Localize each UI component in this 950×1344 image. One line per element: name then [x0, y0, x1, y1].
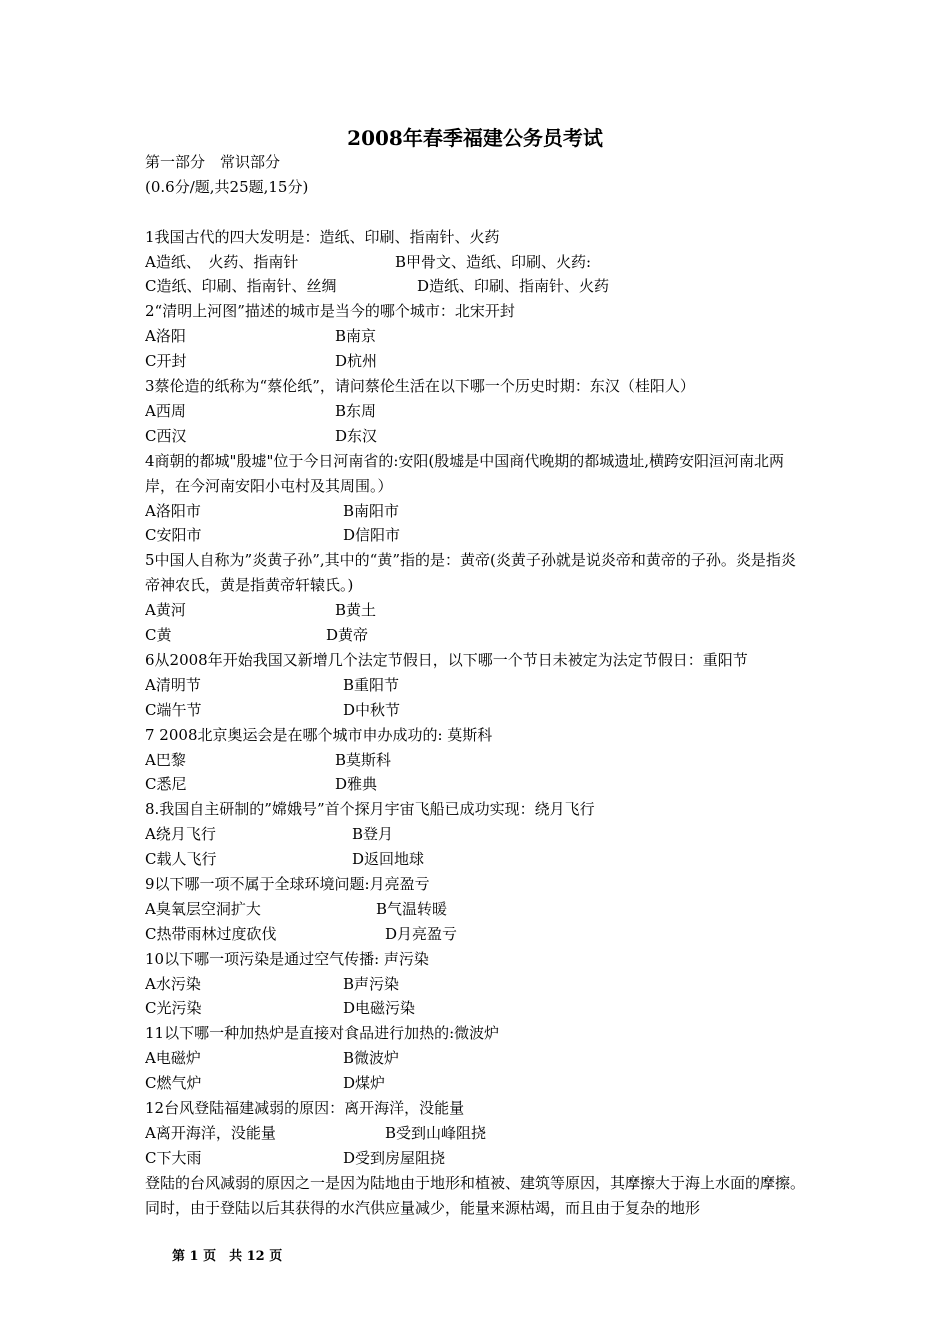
answer-option: D雅典	[335, 775, 378, 794]
option-row	[145, 847, 810, 872]
option-row	[145, 922, 810, 947]
answer-option: D造纸、印刷、指南针、火药	[417, 277, 610, 296]
answer-option: B重阳节	[343, 675, 400, 694]
answer-option: A绕月飞行	[145, 825, 216, 844]
answer-option: C光污染	[145, 999, 202, 1018]
question-text: 2“清明上河图”描述的城市是当今的哪个城市：北宋开封	[145, 302, 515, 321]
option-row	[145, 972, 810, 997]
answer-option: B声污染	[343, 974, 400, 993]
option-row	[145, 772, 810, 797]
answer-option: C燃气炉	[145, 1074, 202, 1093]
question-text: 4商朝的都城"殷墟"位于今日河南省的:安阳(殷墟是中国商代晚期的都城遗址,横跨安阳洹河南北两岸，在今河南安阳小屯村及其周围。）	[145, 451, 785, 495]
option-row	[145, 996, 810, 1021]
question-text: 3蔡伦造的纸称为“蔡伦纸”，请问蔡伦生活在以下哪一个历史时期：东汉（桂阳人）	[145, 377, 695, 396]
document-body	[145, 150, 810, 1221]
question-list	[145, 225, 810, 1171]
question-text: 11以下哪一种加热炉是直接对食品进行加热的:微波炉	[145, 1024, 500, 1043]
blank-line	[145, 200, 810, 225]
answer-option: B莫斯科	[335, 750, 392, 769]
answer-option: A洛阳	[145, 327, 186, 346]
option-row	[145, 698, 810, 723]
option-row	[145, 1121, 810, 1146]
answer-option: C悉尼	[145, 775, 187, 794]
answer-option: B黄土	[335, 601, 377, 620]
answer-option: A造纸、 火药、指南针	[145, 252, 299, 271]
option-row	[145, 1146, 810, 1171]
answer-option: A黄河	[145, 601, 186, 620]
answer-option: C载人飞行	[145, 850, 217, 869]
option-row	[145, 523, 810, 548]
answer-option: B登月	[352, 825, 394, 844]
answer-option: B南阳市	[343, 501, 400, 520]
explanation-text: 登陆的台风减弱的原因之一是因为陆地由于地形和植被、建筑等原因，其摩擦大于海上水面的摩擦。同时，由于登陆以后其获得的水汽供应量减少，能量来源枯竭，而且由于复杂的地形	[145, 1173, 806, 1217]
answer-option: D信阳市	[343, 526, 401, 545]
answer-option: D返回地球	[352, 850, 425, 869]
section-note: (0.6分/题,共25题,15分)	[145, 177, 309, 196]
answer-option: D电磁污染	[343, 999, 416, 1018]
answer-option: C开封	[145, 352, 187, 371]
answer-option: B甲骨文、造纸、印刷、火药:	[395, 252, 592, 271]
answer-option: C造纸、印刷、指南针、丝绸	[145, 277, 337, 296]
answer-option: C下大雨	[145, 1148, 202, 1167]
option-row	[145, 748, 810, 773]
answer-option: A电磁炉	[145, 1049, 201, 1068]
question-text: 1我国古代的四大发明是：造纸、印刷、指南针、火药	[145, 227, 500, 246]
question-text: 5中国人自称为”炎黄子孙”,其中的“黄”指的是：黄帝(炎黄子孙就是说炎帝和黄帝的子孙。炎是指炎帝神农氏，黄是指黄帝轩辕氏。)	[145, 551, 796, 595]
section-heading: 第一部分 常识部分	[145, 153, 281, 171]
answer-option: A洛阳市	[145, 501, 201, 520]
option-row	[145, 424, 810, 449]
option-row	[145, 822, 810, 847]
answer-option: D受到房屋阻挠	[343, 1148, 446, 1167]
question-text: 6从2008年开始我国又新增几个法定节假日，以下哪一个节日未被定为法定节假日：重阳节	[145, 650, 748, 669]
question-text: 8.我国自主研制的”嫦娥号”首个探月宇宙飞船已成功实现：绕月飞行	[145, 800, 595, 819]
answer-option: A臭氧层空洞扩大	[145, 899, 261, 918]
option-row	[145, 1046, 810, 1071]
answer-option: B南京	[335, 327, 377, 346]
option-row	[145, 399, 810, 424]
answer-option: A西周	[145, 401, 186, 420]
answer-option: C安阳市	[145, 526, 202, 545]
question-text: 7 2008北京奥运会是在哪个城市申办成功的: 莫斯科	[145, 725, 493, 744]
answer-option: C黄	[145, 626, 172, 645]
answer-option: A水污染	[145, 974, 201, 993]
page-footer: 第 1 页 共 12 页	[172, 1249, 283, 1264]
option-row	[145, 250, 810, 275]
question-text: 12台风登陆福建减弱的原因：离开海洋，没能量	[145, 1099, 465, 1118]
option-row	[145, 598, 810, 623]
answer-option: B东周	[335, 401, 377, 420]
answer-option: A离开海洋，没能量	[145, 1123, 276, 1142]
answer-option: D中秋节	[343, 700, 401, 719]
answer-option: D东汉	[335, 426, 378, 445]
question-text: 9以下哪一项不属于全球环境问题:月亮盈亏	[145, 874, 430, 893]
answer-option: D月亮盈亏	[385, 924, 458, 943]
option-row	[145, 499, 810, 524]
answer-option: C端午节	[145, 700, 202, 719]
answer-option: B微波炉	[343, 1049, 400, 1068]
document-title: 2008年春季福建公务员考试	[347, 126, 603, 150]
answer-option: A清明节	[145, 675, 201, 694]
answer-option: C西汉	[145, 426, 187, 445]
answer-option: D黄帝	[326, 626, 369, 645]
answer-option: C热带雨林过度砍伐	[145, 924, 277, 943]
option-row	[145, 897, 810, 922]
answer-option: D杭州	[335, 352, 378, 371]
option-row	[145, 623, 810, 648]
option-row	[145, 274, 810, 299]
answer-option: A巴黎	[145, 750, 186, 769]
question-text: 10以下哪一项污染是通过空气传播: 声污染	[145, 949, 429, 968]
option-row	[145, 673, 810, 698]
option-row	[145, 324, 810, 349]
answer-option: D煤炉	[343, 1074, 386, 1093]
option-row	[145, 1071, 810, 1096]
option-row	[145, 349, 810, 374]
answer-option: B受到山峰阻挠	[385, 1123, 487, 1142]
answer-option: B气温转暖	[376, 899, 448, 918]
